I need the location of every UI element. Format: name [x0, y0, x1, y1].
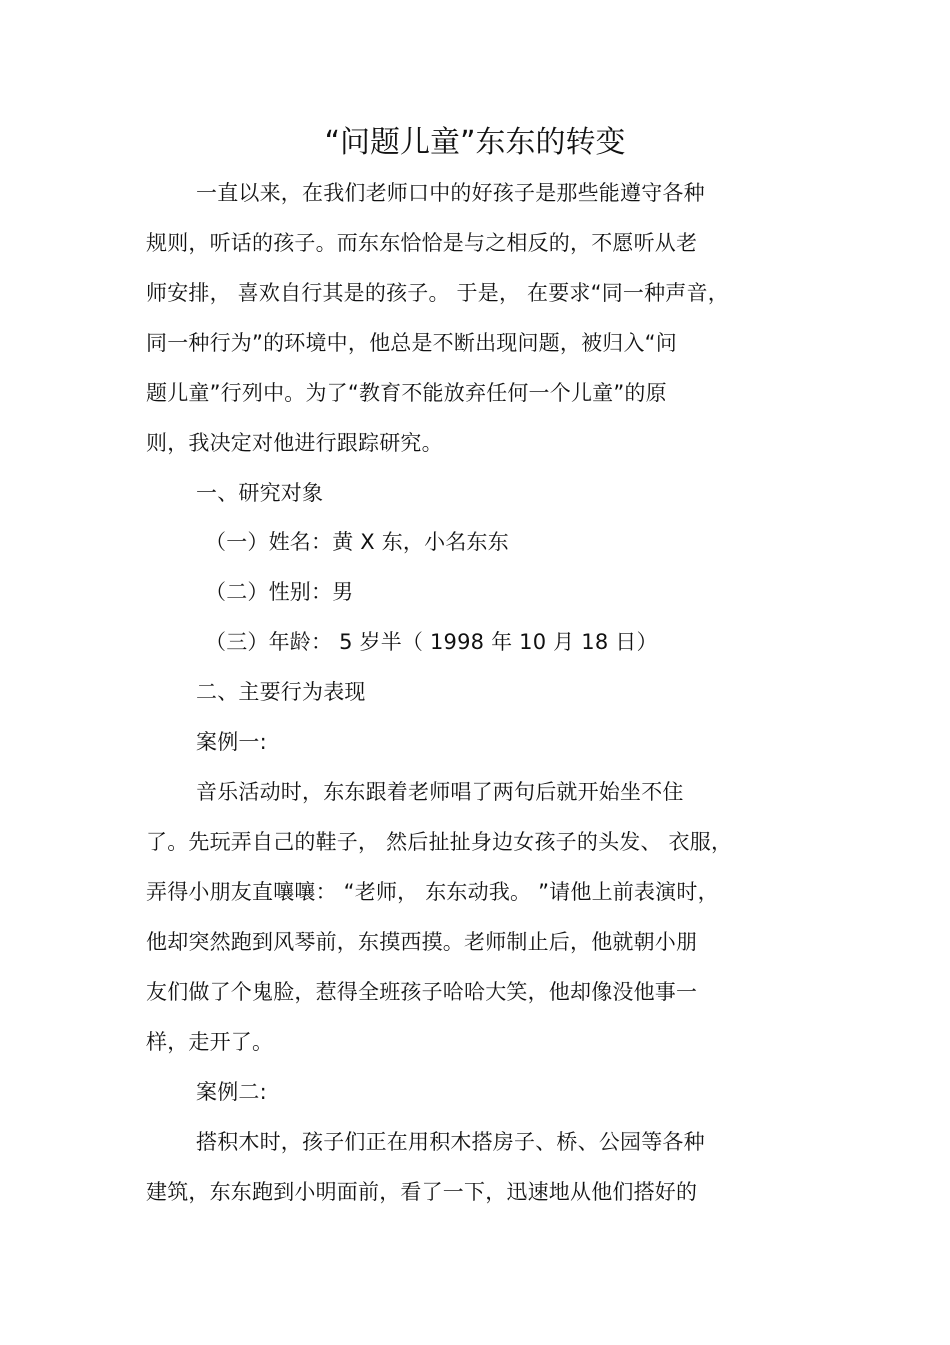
paragraph-line: 规则，听话的孩子。而东东恰恰是与之相反的，不愿听从老: [146, 231, 698, 255]
section-heading: 二、主要行为表现: [196, 680, 366, 704]
paragraph-line: 则，我决定对他进行跟踪研究。: [146, 431, 443, 455]
case-heading: 案例一:: [196, 730, 267, 754]
paragraph-line: 友们做了个鬼脸，惹得全班孩子哈哈大笑，他却像没他事一: [146, 980, 698, 1004]
paragraph-line: 建筑，东东跑到小明面前，看了一下，迅速地从他们搭好的: [146, 1180, 698, 1204]
paragraph-line: 样，走开了。: [146, 1030, 274, 1054]
paragraph-line: 题儿童”行列中。为了“教育不能放弃任何一个儿童”的原: [146, 381, 667, 405]
subject-age-item: （三）年龄： 5 岁半（ 1998 年 10 月 18 日）: [205, 630, 658, 654]
subject-gender-item: （二）性别：男: [205, 580, 354, 604]
case-heading: 案例二:: [196, 1080, 267, 1104]
paragraph-line: 弄得小朋友直嚷嚷： “老师， 东东动我。 ”请他上前表演时，: [146, 880, 719, 904]
paragraph-line: 师安排， 喜欢自行其是的孩子。 于是， 在要求“同一种声音，: [146, 281, 729, 305]
paragraph-line: 搭积木时，孩子们正在用积木搭房子、桥、公园等各种: [196, 1130, 705, 1154]
paragraph-line: 他却突然跑到风琴前，东摸西摸。老师制止后，他就朝小朋: [146, 930, 698, 954]
paragraph-line: 一直以来，在我们老师口中的好孩子是那些能遵守各种: [196, 181, 705, 205]
paragraph-line: 同一种行为”的环境中，他总是不断出现问题，被归入“问: [146, 331, 677, 355]
section-heading: 一、研究对象: [196, 481, 324, 505]
subject-name-item: （一）姓名：黄 X 东，小名东东: [205, 530, 509, 554]
paragraph-line: 音乐活动时，东东跟着老师唱了两句后就开始坐不住: [196, 780, 684, 804]
paragraph-line: 了。先玩弄自己的鞋子， 然后扯扯身边女孩子的头发、 衣服，: [146, 830, 733, 854]
document-title: “问题儿童”东东的转变: [324, 125, 626, 160]
